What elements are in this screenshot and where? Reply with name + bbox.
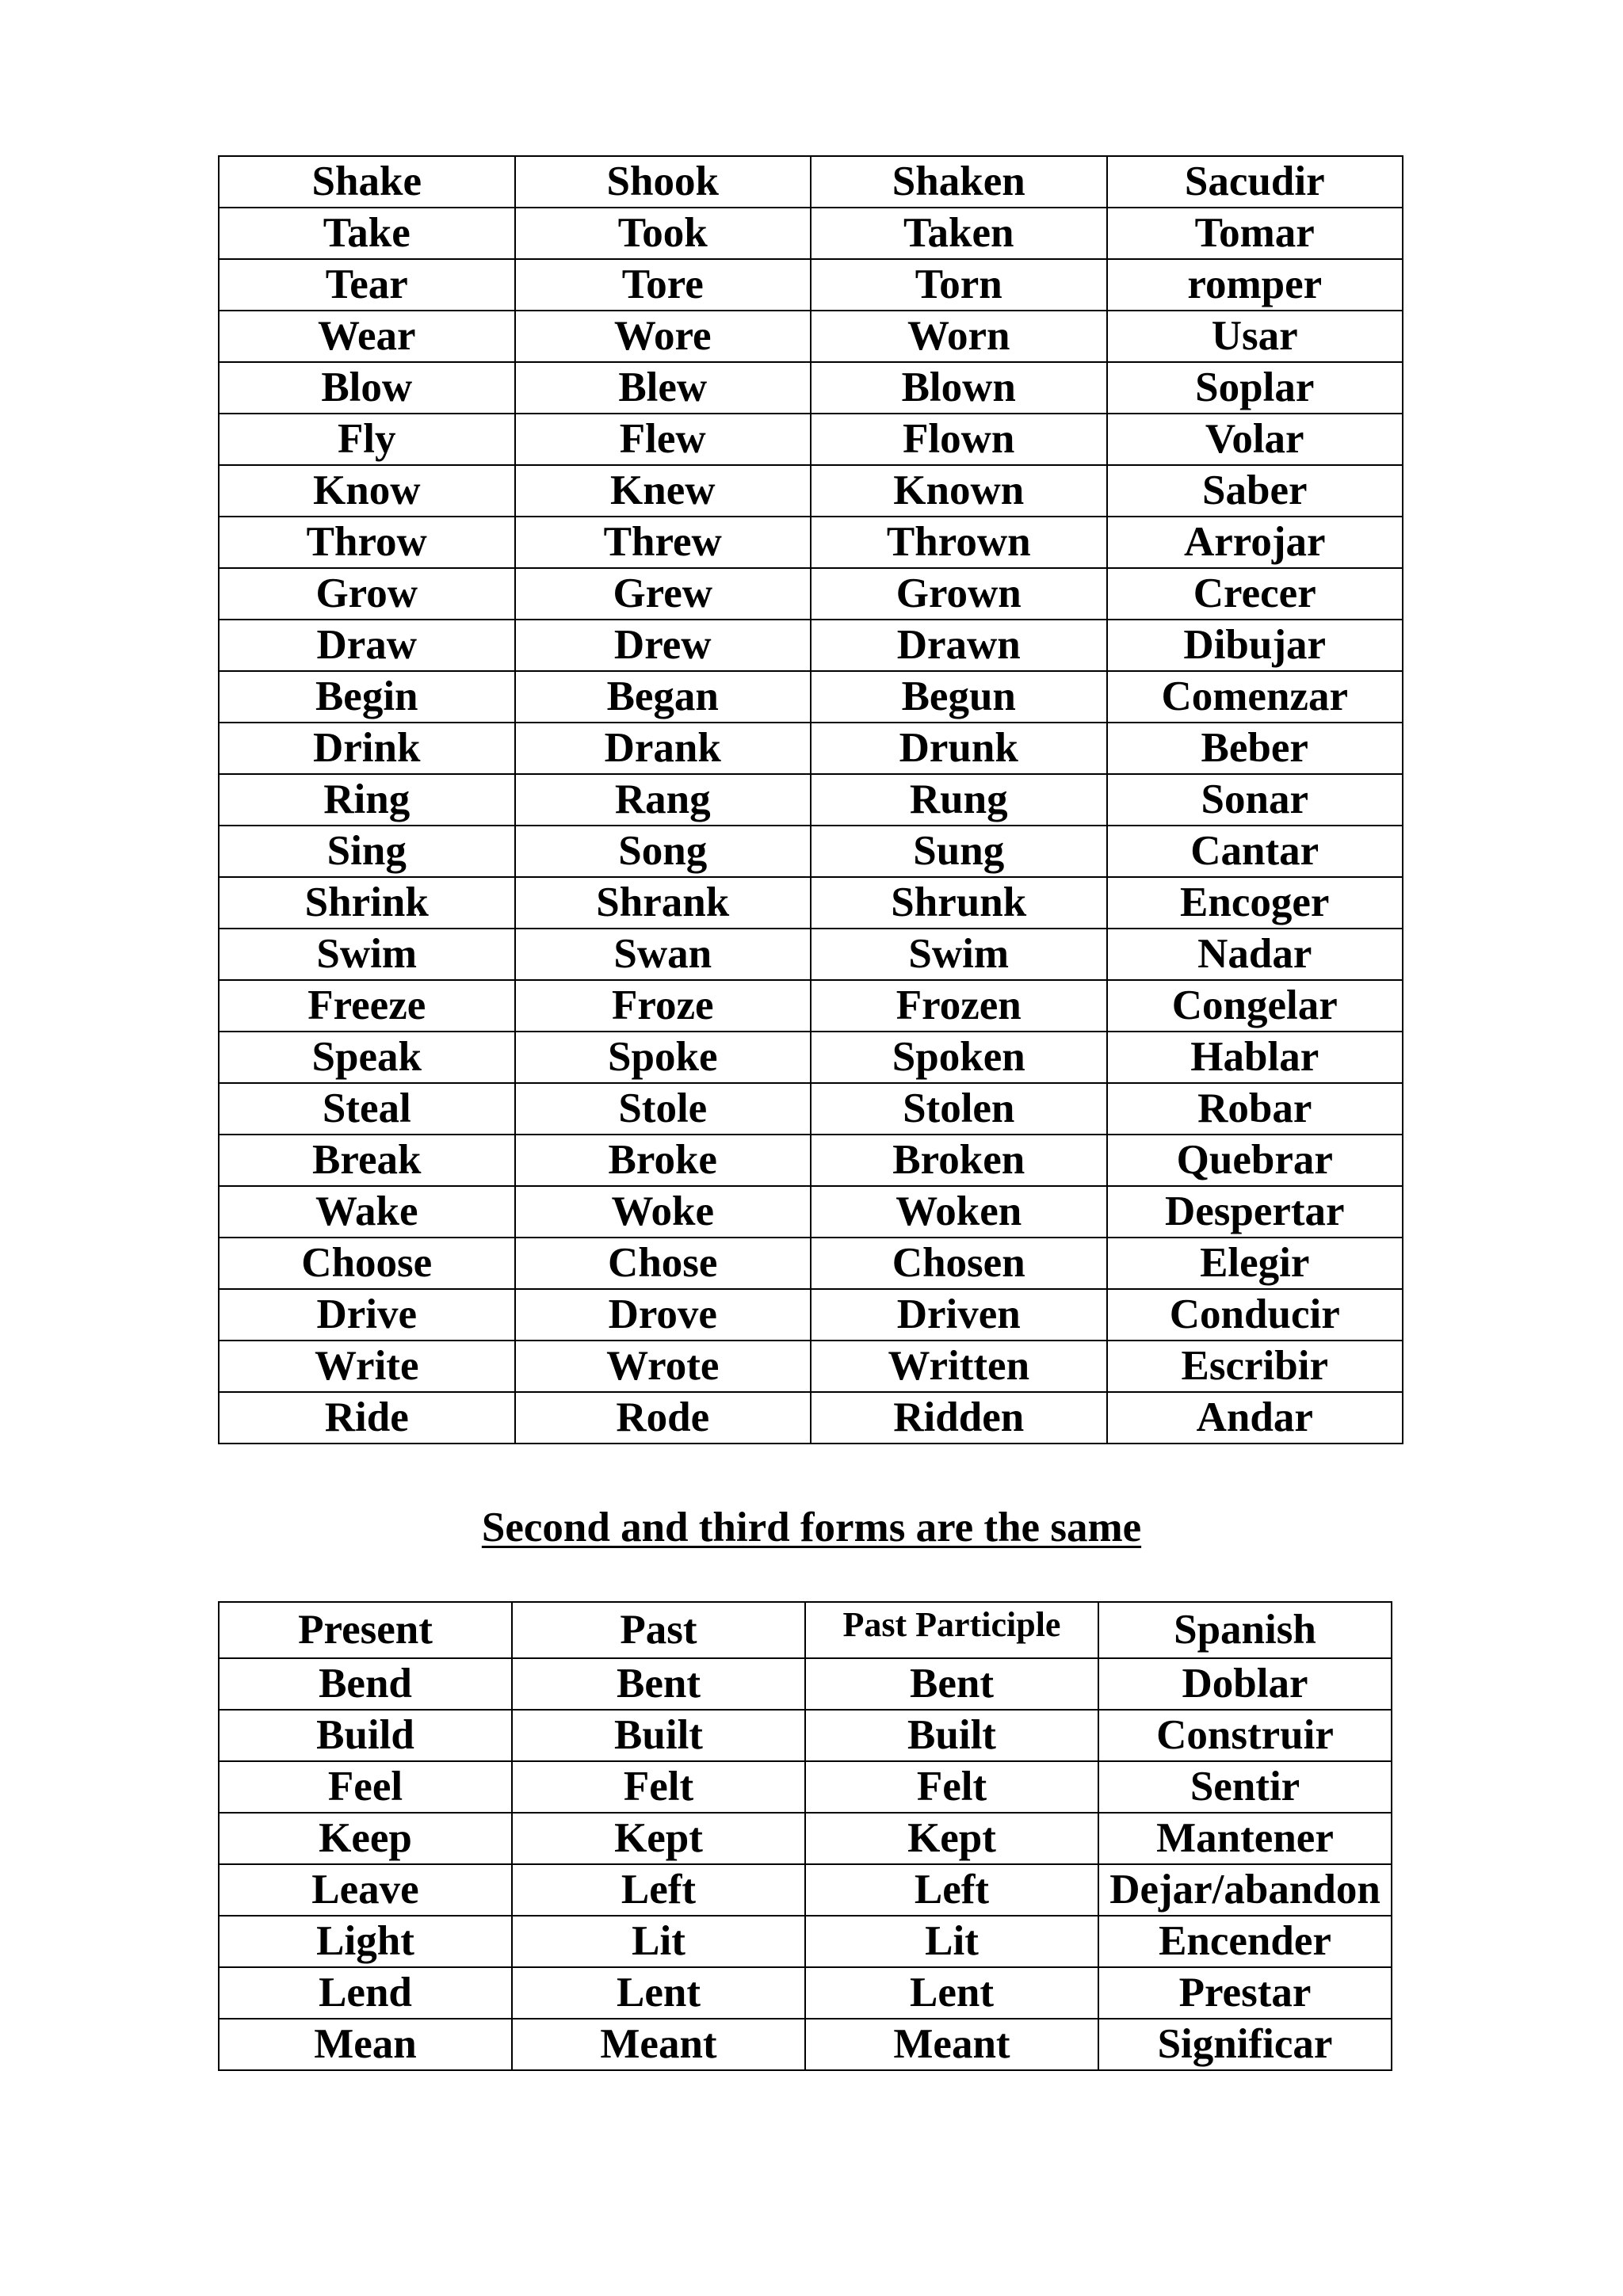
present-cell: Fly: [219, 414, 515, 465]
table-row: [219, 1032, 1403, 1083]
past-cell: Spoke: [515, 1032, 812, 1083]
present-cell: Draw: [219, 620, 515, 671]
past-participle-cell: Shrunk: [811, 877, 1107, 929]
present-cell: Take: [219, 208, 515, 259]
spanish-cell: Conducir: [1107, 1289, 1403, 1341]
past-cell: Rang: [515, 774, 812, 826]
past-cell: Lent: [512, 1967, 805, 2019]
spanish-cell: romper: [1107, 259, 1403, 311]
spanish-cell: Tomar: [1107, 208, 1403, 259]
past-cell: Took: [515, 208, 812, 259]
present-cell: Choose: [219, 1238, 515, 1289]
table-row: [219, 2019, 1392, 2070]
present-cell: Build: [219, 1710, 512, 1761]
present-cell: Drink: [219, 723, 515, 774]
table-row: [219, 620, 1403, 671]
present-cell: Light: [219, 1916, 512, 1967]
past-participle-cell: Woken: [811, 1186, 1107, 1238]
table-row: [219, 1392, 1403, 1444]
past-participle-cell: Stolen: [811, 1083, 1107, 1135]
past-cell: Lit: [512, 1916, 805, 1967]
table-row: [219, 311, 1403, 362]
spanish-cell: Dejar/abandon: [1098, 1864, 1392, 1916]
present-cell: Ring: [219, 774, 515, 826]
spanish-cell: Construir: [1098, 1710, 1392, 1761]
spanish-cell: Encender: [1098, 1916, 1392, 1967]
past-participle-cell: Lent: [805, 1967, 1098, 2019]
present-cell: Begin: [219, 671, 515, 723]
spanish-cell: Quebrar: [1107, 1135, 1403, 1186]
present-cell: Bend: [219, 1658, 512, 1710]
past-participle-cell: Broken: [811, 1135, 1107, 1186]
spanish-cell: Escribir: [1107, 1341, 1403, 1392]
header-present: Present: [219, 1602, 512, 1658]
same-forms-table-body: [219, 1658, 1392, 2070]
table-row: [219, 259, 1403, 311]
past-participle-cell: Rung: [811, 774, 1107, 826]
table-row: [219, 1186, 1403, 1238]
spanish-cell: Encoger: [1107, 877, 1403, 929]
header-past: Past: [512, 1602, 805, 1658]
past-participle-cell: Chosen: [811, 1238, 1107, 1289]
past-participle-cell: Driven: [811, 1289, 1107, 1341]
spanish-cell: Sentir: [1098, 1761, 1392, 1813]
past-participle-cell: Drunk: [811, 723, 1107, 774]
past-participle-cell: Thrown: [811, 517, 1107, 568]
present-cell: Know: [219, 465, 515, 517]
past-participle-cell: Bent: [805, 1658, 1098, 1710]
past-cell: Broke: [515, 1135, 812, 1186]
table-row: [219, 1135, 1403, 1186]
irregular-verbs-table: [218, 155, 1403, 1444]
past-cell: Drank: [515, 723, 812, 774]
past-cell: Froze: [515, 980, 812, 1032]
present-cell: Swim: [219, 929, 515, 980]
spanish-cell: Prestar: [1098, 1967, 1392, 2019]
past-participle-cell: Swim: [811, 929, 1107, 980]
table-row: [219, 774, 1403, 826]
past-cell: Began: [515, 671, 812, 723]
past-participle-cell: Meant: [805, 2019, 1098, 2070]
spanish-cell: Sacudir: [1107, 156, 1403, 208]
header-spanish: Spanish: [1098, 1602, 1392, 1658]
present-cell: Keep: [219, 1813, 512, 1864]
same-forms-table: [218, 1601, 1392, 2071]
table-row: [219, 568, 1403, 620]
past-participle-cell: Blown: [811, 362, 1107, 414]
past-cell: Swan: [515, 929, 812, 980]
past-cell: Knew: [515, 465, 812, 517]
past-cell: Flew: [515, 414, 812, 465]
past-cell: Meant: [512, 2019, 805, 2070]
past-cell: Left: [512, 1864, 805, 1916]
section-heading: Second and third forms are the same: [481, 1505, 1142, 1550]
spanish-cell: Significar: [1098, 2019, 1392, 2070]
spanish-cell: Crecer: [1107, 568, 1403, 620]
table-row: [219, 1658, 1392, 1710]
present-cell: Wear: [219, 311, 515, 362]
spanish-cell: Hablar: [1107, 1032, 1403, 1083]
spanish-cell: Doblar: [1098, 1658, 1392, 1710]
table-row: [219, 156, 1403, 208]
spanish-cell: Soplar: [1107, 362, 1403, 414]
past-participle-cell: Begun: [811, 671, 1107, 723]
present-cell: Freeze: [219, 980, 515, 1032]
spanish-cell: Elegir: [1107, 1238, 1403, 1289]
present-cell: Steal: [219, 1083, 515, 1135]
table-row: [219, 1083, 1403, 1135]
present-cell: Tear: [219, 259, 515, 311]
present-cell: Wake: [219, 1186, 515, 1238]
past-participle-cell: Sung: [811, 826, 1107, 877]
past-participle-cell: Frozen: [811, 980, 1107, 1032]
present-cell: Break: [219, 1135, 515, 1186]
spanish-cell: Cantar: [1107, 826, 1403, 877]
table-header-row: [219, 1602, 1392, 1658]
past-cell: Song: [515, 826, 812, 877]
table-row: [219, 980, 1403, 1032]
present-cell: Lend: [219, 1967, 512, 2019]
past-participle-cell: Torn: [811, 259, 1107, 311]
past-cell: Bent: [512, 1658, 805, 1710]
spanish-cell: Volar: [1107, 414, 1403, 465]
table-row: [219, 723, 1403, 774]
spanish-cell: Usar: [1107, 311, 1403, 362]
past-cell: Woke: [515, 1186, 812, 1238]
spanish-cell: Comenzar: [1107, 671, 1403, 723]
past-participle-cell: Taken: [811, 208, 1107, 259]
past-participle-cell: Flown: [811, 414, 1107, 465]
past-cell: Built: [512, 1710, 805, 1761]
past-participle-cell: Spoken: [811, 1032, 1107, 1083]
past-cell: Wrote: [515, 1341, 812, 1392]
past-cell: Drew: [515, 620, 812, 671]
past-cell: Rode: [515, 1392, 812, 1444]
table-row: [219, 1864, 1392, 1916]
irregular-verbs-table-body: [219, 156, 1403, 1444]
past-cell: Shrank: [515, 877, 812, 929]
past-participle-cell: Kept: [805, 1813, 1098, 1864]
spanish-cell: Robar: [1107, 1083, 1403, 1135]
spanish-cell: Andar: [1107, 1392, 1403, 1444]
table-row: [219, 208, 1403, 259]
past-cell: Stole: [515, 1083, 812, 1135]
present-cell: Write: [219, 1341, 515, 1392]
table-row: [219, 1710, 1392, 1761]
table-row: [219, 1761, 1392, 1813]
table-row: [219, 877, 1403, 929]
past-cell: Kept: [512, 1813, 805, 1864]
table-row: [219, 1813, 1392, 1864]
past-cell: Wore: [515, 311, 812, 362]
spanish-cell: Arrojar: [1107, 517, 1403, 568]
past-cell: Threw: [515, 517, 812, 568]
spanish-cell: Nadar: [1107, 929, 1403, 980]
past-cell: Felt: [512, 1761, 805, 1813]
present-cell: Shake: [219, 156, 515, 208]
table-row: [219, 1916, 1392, 1967]
present-cell: Ride: [219, 1392, 515, 1444]
present-cell: Mean: [219, 2019, 512, 2070]
spanish-cell: Despertar: [1107, 1186, 1403, 1238]
past-participle-cell: Worn: [811, 311, 1107, 362]
table-row: [219, 517, 1403, 568]
table-row: [219, 414, 1403, 465]
past-cell: Grew: [515, 568, 812, 620]
present-cell: Blow: [219, 362, 515, 414]
present-cell: Drive: [219, 1289, 515, 1341]
past-participle-cell: Left: [805, 1864, 1098, 1916]
present-cell: Grow: [219, 568, 515, 620]
spanish-cell: Mantener: [1098, 1813, 1392, 1864]
present-cell: Shrink: [219, 877, 515, 929]
table-row: [219, 1289, 1403, 1341]
spanish-cell: Sonar: [1107, 774, 1403, 826]
table-row: [219, 929, 1403, 980]
past-participle-cell: Drawn: [811, 620, 1107, 671]
spanish-cell: Saber: [1107, 465, 1403, 517]
table-row: [219, 465, 1403, 517]
spanish-cell: Congelar: [1107, 980, 1403, 1032]
table-row: [219, 671, 1403, 723]
past-participle-cell: Grown: [811, 568, 1107, 620]
past-cell: Drove: [515, 1289, 812, 1341]
past-participle-cell: Lit: [805, 1916, 1098, 1967]
present-cell: Throw: [219, 517, 515, 568]
past-cell: Chose: [515, 1238, 812, 1289]
past-participle-cell: Built: [805, 1710, 1098, 1761]
past-participle-cell: Felt: [805, 1761, 1098, 1813]
past-cell: Blew: [515, 362, 812, 414]
past-cell: Tore: [515, 259, 812, 311]
past-participle-cell: Written: [811, 1341, 1107, 1392]
header-past-participle: Past Participle: [805, 1602, 1098, 1658]
table-row: [219, 1341, 1403, 1392]
past-participle-cell: Shaken: [811, 156, 1107, 208]
table-row: [219, 826, 1403, 877]
spanish-cell: Beber: [1107, 723, 1403, 774]
past-cell: Shook: [515, 156, 812, 208]
spanish-cell: Dibujar: [1107, 620, 1403, 671]
present-cell: Feel: [219, 1761, 512, 1813]
table-row: [219, 362, 1403, 414]
present-cell: Speak: [219, 1032, 515, 1083]
present-cell: Sing: [219, 826, 515, 877]
past-participle-cell: Known: [811, 465, 1107, 517]
table-row: [219, 1238, 1403, 1289]
table-row: [219, 1967, 1392, 2019]
present-cell: Leave: [219, 1864, 512, 1916]
past-participle-cell: Ridden: [811, 1392, 1107, 1444]
